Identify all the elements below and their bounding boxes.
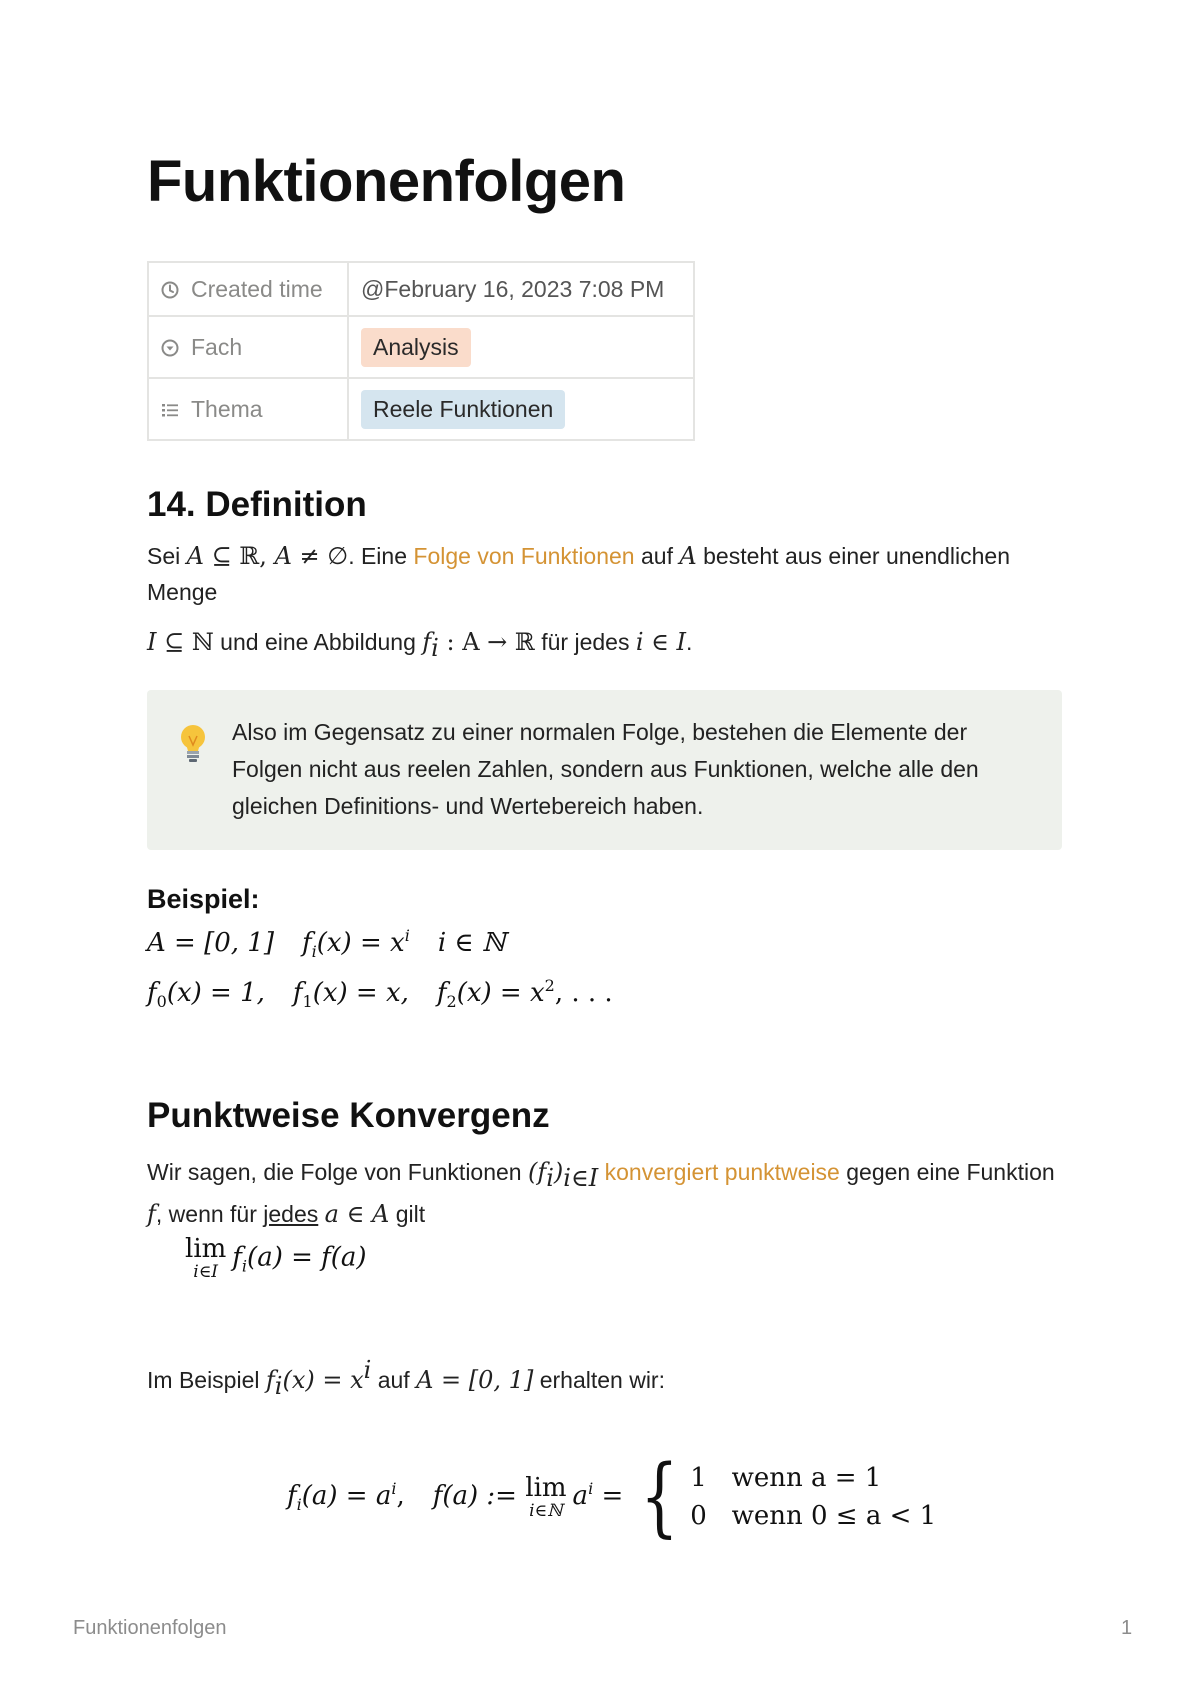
highlight-konvergiert-punktweise: konvergiert punktweise bbox=[604, 1159, 840, 1185]
tag-analysis[interactable]: Analysis bbox=[361, 328, 471, 367]
definition-paragraph: Sei A ⊆ ℝ, A ≠ ∅. Eine Folge von Funktionen auf A besteht aus einer unendlichen Menge bbox=[147, 542, 1011, 605]
property-value: @February 16, 2023 7:08 PM bbox=[348, 262, 694, 316]
highlight-folge-von-funktionen: Folge von Funktionen bbox=[413, 543, 635, 569]
properties-table bbox=[147, 261, 695, 441]
tag-reele-funktionen[interactable]: Reele Funktionen bbox=[361, 390, 565, 429]
case-2: 0 wenn 0 ≤ a < 1 bbox=[690, 1501, 937, 1531]
list-icon bbox=[161, 401, 179, 419]
page-title: Funktionenfolgen bbox=[147, 149, 626, 214]
beispiel-equation-1: A = [0, 1] $f_i(x) = x^i$ i ∈ ℕ bbox=[147, 926, 506, 961]
property-fach bbox=[148, 316, 694, 378]
limit-equation: lim i∈I $f_i(a) = f(a)$ bbox=[185, 1234, 367, 1282]
case-1: 1 wenn a = 1 bbox=[690, 1463, 882, 1493]
property-key: Created time bbox=[191, 275, 323, 302]
property-key: Fach bbox=[191, 333, 243, 360]
beispiel-label: Beispiel: bbox=[147, 884, 260, 914]
callout-text: Also im Gegensatz zu einer normalen Folge, bestehen die Elemente der Folgen nicht aus reelen Zahlen, sondern aus Funktionen, welche alle den gleichen Definitions- und Wertebereich haben. bbox=[232, 719, 979, 819]
definition-paragraph-2: I ⊆ ℕ und eine Abbildung $f_i$ : A → ℝ für jedes i ∈ I. bbox=[147, 628, 693, 662]
property-key: Thema bbox=[191, 395, 263, 422]
property-created-time bbox=[148, 262, 694, 316]
property-thema bbox=[148, 378, 694, 440]
punktweise-heading: Punktweise Konvergenz bbox=[147, 1096, 550, 1135]
select-icon bbox=[161, 339, 179, 357]
cases: { 1 wenn a = 1 0 wenn 0 ≤ a < 1 bbox=[639, 1447, 937, 1547]
underline-jedes: jedes bbox=[263, 1201, 319, 1227]
clock-icon bbox=[161, 281, 179, 299]
beispiel-equation-2: $f_0(x) = 1$, $f_1(x) = x$, $f_2(x) = x^2$, . . . bbox=[147, 976, 613, 1011]
lightbulb-icon bbox=[175, 722, 211, 764]
footer-title: Funktionenfolgen bbox=[73, 1617, 227, 1639]
punktweise-paragraph: Wir sagen, die Folge von Funktionen $(f_i)_{i\in I}$ konvergiert punktweise gegen eine Funktion f, wenn für jedes a ∈ A gilt bbox=[147, 1158, 1055, 1228]
piecewise-equation: $f_i(a) = a^i$, f(a) := lim i∈ℕ $a^i$ = { 1 wenn a = 1 0 wenn 0 ≤ a < 1 bbox=[287, 1447, 937, 1547]
callout bbox=[147, 690, 1062, 850]
footer-page-number: 1 bbox=[1121, 1617, 1133, 1639]
im-beispiel-paragraph: Im Beispiel $f_i(x) = x^i$ auf A = [0, 1] erhalten wir: bbox=[147, 1356, 665, 1400]
definition-heading: 14. Definition bbox=[147, 485, 367, 524]
